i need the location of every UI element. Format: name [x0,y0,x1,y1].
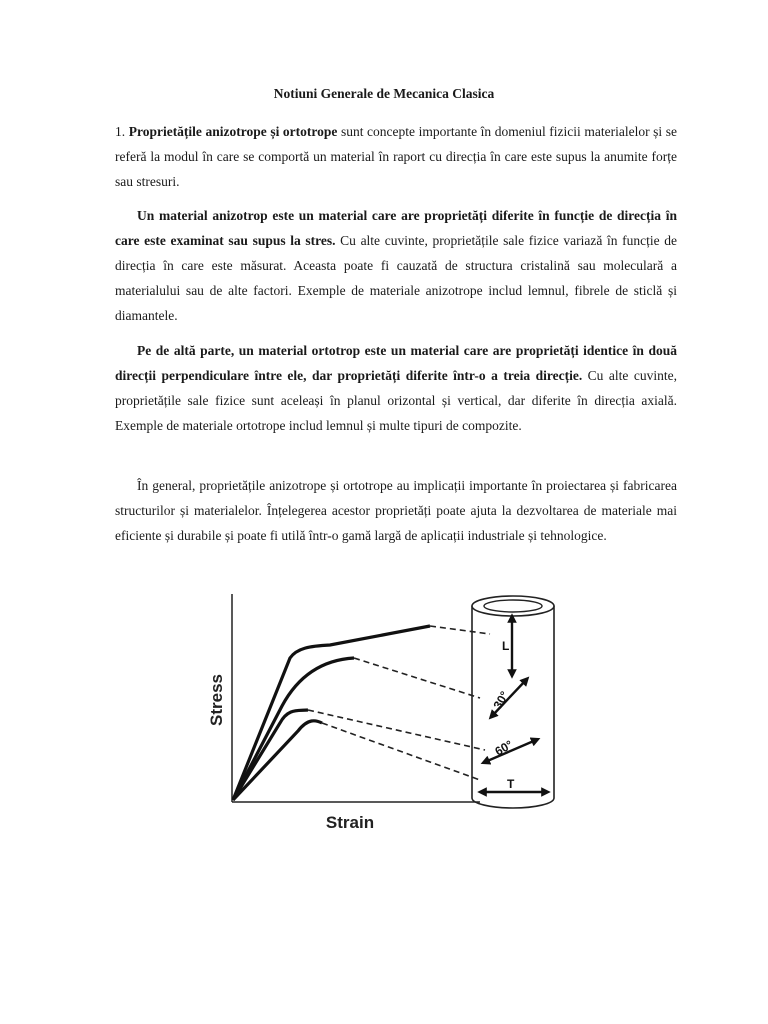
paragraph-4-text: În general, proprietățile anizotrope și ortotrope au implicații importante în proiectarea și fabricarea structurilor și materialelor. Înțelegerea acestor proprietăți poate ajuta la dezvoltarea de materiale mai eficiente și durabile și poate fi utilă într-o gamă largă de aplicații industriale și tehnologice. [115,478,677,543]
paragraph-3-text: Cu alte cuvinte, proprietățile sale fizice sunt aceleași în planul orizontal și vertical, dar diferite în direcția axială. Exemple de materiale ortotrope includ lemnul și multe tipuri de compozite. [115,368,677,433]
paragraph-3 [115,338,677,438]
paragraph-1-bold: Proprietățile anizotrope și ortotrope [128,124,338,139]
document-title: Notiuni Generale de Mecanica Clasica [273,86,495,101]
paragraph-number: 1. [115,124,126,139]
paragraph-2-text: Cu alte cuvinte, proprietățile sale fizice variază în funcție de direcția în care este măsurat. Aceasta poate fi cauzată de structura cristalină sau moleculară a materialului sau de alte factori. Exemple de materiale anizotrope includ lemnul, fibrele de sticlă și diamantele. [115,233,677,323]
y-axis-label: Stress [207,674,226,726]
curve-L [233,626,430,800]
label-60: 60° [492,737,516,759]
paragraph-1-text: sunt concepte importante în domeniul fizicii materialelor și se referă la modul în care se comportă un material în raport cu direcția în care este supus la anumite forțe sau stresuri. [115,124,677,189]
curve-T [233,721,322,800]
label-L: L [502,639,510,653]
stress-strain-figure [200,588,570,838]
label-30: 30° [490,688,512,712]
paragraph-3-bold: Pe de altă parte, un material ortotrop este un material care are proprietăți identice în două direcții perpendiculare între ele, dar proprietăți diferite într-o a treia direcție. [115,343,677,383]
connector-L [430,626,490,634]
paragraph-2-bold: Un material anizotrop este un material care are proprietăți diferite în funcție de direcția în care este examinat sau supus la stres. [115,208,677,248]
connector-30 [354,658,480,698]
paragraph-2 [115,203,677,328]
paragraph-4 [115,473,677,548]
x-axis-label: Strain [325,813,375,832]
paragraph-1 [115,119,677,194]
label-T: T [507,777,515,791]
connector-60 [308,710,485,750]
